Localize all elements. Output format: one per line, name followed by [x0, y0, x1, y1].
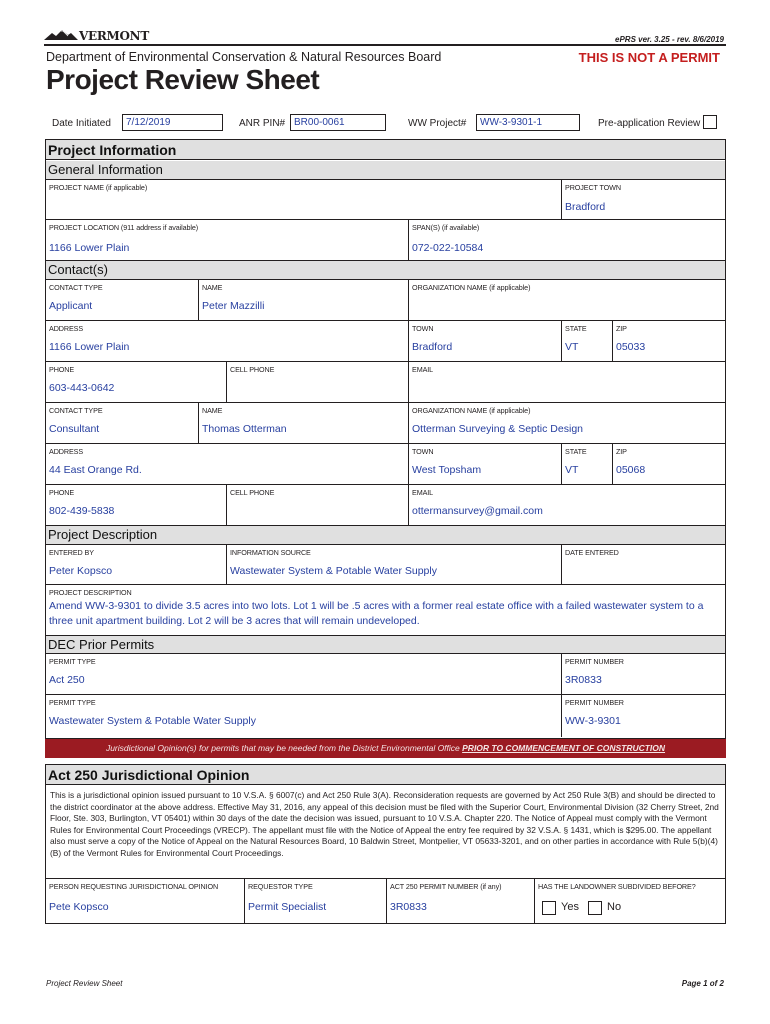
phone-label: PHONE	[49, 488, 75, 497]
span-label: SPAN(S) (if available)	[412, 223, 480, 232]
address-label: ADDRESS	[49, 324, 84, 333]
version-text: ePRS ver. 3.25 - rev. 8/6/2019	[615, 35, 724, 44]
contact-type-value: Consultant	[49, 423, 100, 435]
requester-type-value: Permit Specialist	[248, 901, 327, 913]
footer-title: Project Review Sheet	[46, 979, 123, 988]
permit-type-label: PERMIT TYPE	[49, 657, 96, 666]
preapp-label: Pre-application Review	[598, 118, 701, 129]
cell-phone-cell[interactable]	[226, 485, 408, 525]
email-cell[interactable]	[408, 362, 727, 402]
address-value: 1166 Lower Plain	[49, 341, 130, 353]
phone-label: PHONE	[49, 365, 75, 374]
project-location-label: PROJECT LOCATION (911 address if available)	[49, 223, 199, 232]
banner-emphasis: PRIOR TO COMMENCEMENT OF CONSTRUCTION	[462, 743, 666, 753]
contact-2-row-a	[46, 402, 725, 443]
cell-phone-cell[interactable]	[226, 362, 408, 402]
zip-label: ZIP	[616, 447, 627, 456]
section-general-information: General Information	[46, 161, 725, 179]
phone-cell[interactable]	[46, 362, 226, 402]
ww-project-field[interactable]: WW-3-9301-1	[476, 114, 580, 131]
project-town-label: PROJECT TOWN	[565, 183, 621, 192]
section-project-description: Project Description	[46, 525, 725, 544]
requester-type-label: REQUESTOR TYPE	[248, 882, 313, 891]
no-label: No	[607, 901, 622, 913]
email-cell[interactable]	[408, 485, 727, 525]
act250-permit-number-label: ACT 250 PERMIT NUMBER (if any)	[390, 882, 502, 891]
requester-label: PERSON REQUESTING JURISDICTIONAL OPINION	[49, 882, 219, 891]
act250-section	[45, 764, 726, 924]
address-label: ADDRESS	[49, 447, 84, 456]
info-source-value: Wastewater System & Potable Water Supply	[230, 565, 437, 577]
state-value: VT	[565, 341, 579, 353]
date-entered-cell[interactable]	[561, 545, 727, 584]
zip-value: 05068	[616, 464, 646, 476]
permit-row-1	[46, 653, 725, 694]
contact-2-row-c	[46, 484, 725, 525]
email-value: ottermansurvey@gmail.com	[412, 505, 543, 517]
project-form	[45, 139, 726, 739]
anr-pin-label: ANR PIN#	[239, 118, 286, 129]
mountain-icon	[44, 29, 78, 41]
page-number: Page 1 of 2	[681, 979, 724, 988]
page-title: Project Review Sheet	[46, 64, 320, 95]
preapp-checkbox[interactable]	[703, 115, 717, 129]
subdivided-cell	[534, 879, 727, 923]
permit-type-label: PERMIT TYPE	[49, 698, 96, 707]
logo-text: VERMONT	[79, 29, 149, 43]
no-checkbox[interactable]	[588, 901, 602, 915]
project-location-value: 1166 Lower Plain	[49, 242, 130, 254]
entered-by-label: ENTERED BY	[49, 548, 94, 557]
requester-cell[interactable]	[46, 879, 244, 923]
town-label: TOWN	[412, 447, 434, 456]
department-name: Department of Environmental Conservation & Natural Resources Board	[46, 50, 442, 64]
contact-name-cell[interactable]	[198, 403, 408, 443]
cell-phone-label: CELL PHONE	[230, 488, 275, 497]
vermont-logo	[44, 29, 149, 43]
project-name-label: PROJECT NAME (if applicable)	[49, 183, 148, 192]
organization-label: ORGANIZATION NAME (if applicable)	[412, 406, 531, 415]
requester-value: Pete Kopsco	[49, 901, 109, 913]
contact-1-row-a	[46, 279, 725, 320]
contact-type-cell[interactable]	[46, 280, 198, 320]
act250-permit-number-value: 3R0833	[390, 901, 427, 913]
header-rule	[44, 44, 726, 46]
email-label: EMAIL	[412, 365, 434, 374]
contact-1-row-b	[46, 320, 725, 361]
permit-row-2	[46, 694, 725, 737]
phone-cell[interactable]	[46, 485, 226, 525]
cell-phone-label: CELL PHONE	[230, 365, 275, 374]
entered-by-value: Peter Kopsco	[49, 565, 113, 577]
phone-value: 802-439-5838	[49, 505, 115, 517]
section-act250: Act 250 Jurisdictional Opinion	[46, 765, 725, 785]
organization-label: ORGANIZATION NAME (if applicable)	[412, 283, 531, 292]
state-label: STATE	[565, 447, 587, 456]
act250-fields-row	[46, 878, 725, 923]
yes-checkbox[interactable]	[542, 901, 556, 915]
subdivided-label: HAS THE LANDOWNER SUBDIVIDED BEFORE?	[538, 882, 696, 891]
address-cell[interactable]	[46, 321, 408, 361]
permit-number-label: PERMIT NUMBER	[565, 657, 624, 666]
section-project-information: Project Information	[46, 140, 725, 160]
town-cell[interactable]	[408, 321, 561, 361]
date-initiated-label: Date Initiated	[52, 118, 111, 129]
project-town-value: Bradford	[565, 201, 606, 213]
project-name-cell[interactable]	[46, 180, 561, 219]
span-cell[interactable]	[408, 220, 727, 260]
permit-number-cell[interactable]	[561, 654, 727, 694]
act250-permit-number-cell[interactable]	[386, 879, 534, 923]
state-cell[interactable]	[561, 444, 612, 484]
contact-name-label: NAME	[202, 406, 223, 415]
entered-by-cell[interactable]	[46, 545, 226, 584]
state-cell[interactable]	[561, 321, 612, 361]
permit-type-cell[interactable]	[46, 695, 561, 737]
town-value: West Topsham	[412, 464, 482, 476]
date-initiated-field[interactable]: 7/12/2019	[122, 114, 223, 131]
project-location-cell[interactable]	[46, 220, 408, 260]
date-entered-label: DATE ENTERED	[565, 548, 619, 557]
zip-value: 05033	[616, 341, 646, 353]
address-value: 44 East Orange Rd.	[49, 464, 142, 476]
description-row	[46, 584, 725, 635]
contact-name-cell[interactable]	[198, 280, 408, 320]
zip-cell[interactable]	[612, 444, 727, 484]
anr-pin-field[interactable]: BR00-0061	[290, 114, 386, 131]
organization-cell[interactable]	[408, 403, 727, 443]
section-contacts: Contact(s)	[46, 260, 725, 279]
project-town-cell[interactable]	[561, 180, 727, 219]
contact-type-cell[interactable]	[46, 403, 198, 443]
contact-name-label: NAME	[202, 283, 223, 292]
town-value: Bradford	[412, 341, 453, 353]
contact-1-row-c	[46, 361, 725, 402]
ww-project-label: WW Project#	[408, 118, 467, 129]
town-cell[interactable]	[408, 444, 561, 484]
organization-value: Otterman Surveying & Septic Design	[412, 423, 583, 435]
description-value: Amend WW-3-9301 to divide 3.5 acres into two lots. Lot 1 will be .5 acres with a former real estate office with a failed wastewater system to a three unit apartment building. Lot 2 will be 3 acres that will remain undeveloped.	[49, 600, 704, 627]
description-cell[interactable]	[46, 585, 727, 635]
yes-label: Yes	[561, 901, 579, 913]
span-value: 072-022-10584	[412, 242, 484, 254]
entered-by-row	[46, 544, 725, 584]
state-label: STATE	[565, 324, 587, 333]
email-label: EMAIL	[412, 488, 434, 497]
contact-2-row-b	[46, 443, 725, 484]
town-label: TOWN	[412, 324, 434, 333]
permit-type-cell[interactable]	[46, 654, 561, 694]
act250-body: This is a jurisdictional opinion issued pursuant to 10 V.S.A. § 6007(c) and Act 250 Rule 3(A). Reconsideration requests are governed by Act 250 Rule 3(B) and should be directed to the district coordinator at the above address. Effective May 31, 2016, any appeal of this decision must be filed with the Superior Court, Environmental Division (32 Cherry Street, 2nd Floor, Ste. 303, Burlington, VT 05401) within 30 days of the date the decision was issued, pursuant to 10 V.S.A. Chapter 220. The Notice of Appeal must comply with the Vermont Rules for Environmental Court Proceedings (VRECP). The appellant must file with the Notice of Appeal the entry fee required by 32 V.S.A. § 1431, which is $295.00. The appellant also must serve a copy of the Notice of Appeal on the Natural Resources Board, 10 Baldwin Street, Montpelier, VT 05633-3201, and on other parties in accordance with Rule 5(b)(4)(B) of the Vermont Rules for Environmental Court Proceedings.	[50, 790, 719, 858]
zip-cell[interactable]	[612, 321, 727, 361]
not-permit-notice: THIS IS NOT A PERMIT	[578, 50, 720, 65]
contact-type-label: CONTACT TYPE	[49, 283, 103, 292]
jurisdictional-banner	[45, 739, 726, 758]
permit-type-value: Wastewater System & Potable Water Supply	[49, 715, 256, 727]
permit-number-label: PERMIT NUMBER	[565, 698, 624, 707]
permit-number-value: 3R0833	[565, 674, 602, 686]
requester-type-cell[interactable]	[244, 879, 386, 923]
banner-text: Jurisdictional Opinion(s) for permits that may be needed from the District Environmental Office	[105, 743, 463, 753]
contact-type-label: CONTACT TYPE	[49, 406, 103, 415]
contact-type-value: Applicant	[49, 300, 93, 312]
zip-label: ZIP	[616, 324, 627, 333]
contact-name-value: Peter Mazzilli	[202, 300, 265, 312]
project-location-row	[46, 219, 725, 260]
organization-cell[interactable]	[408, 280, 727, 320]
info-source-cell[interactable]	[226, 545, 561, 584]
contact-name-value: Thomas Otterman	[202, 423, 287, 435]
permit-type-value: Act 250	[49, 674, 85, 686]
info-source-label: INFORMATION SOURCE	[230, 548, 311, 557]
section-dec-prior-permits: DEC Prior Permits	[46, 635, 725, 653]
project-name-row	[46, 179, 725, 219]
state-value: VT	[565, 464, 579, 476]
address-cell[interactable]	[46, 444, 408, 484]
description-label: PROJECT DESCRIPTION	[49, 588, 132, 597]
permit-number-cell[interactable]	[561, 695, 727, 737]
phone-value: 603-443-0642	[49, 382, 115, 394]
permit-number-value: WW-3-9301	[565, 715, 621, 727]
